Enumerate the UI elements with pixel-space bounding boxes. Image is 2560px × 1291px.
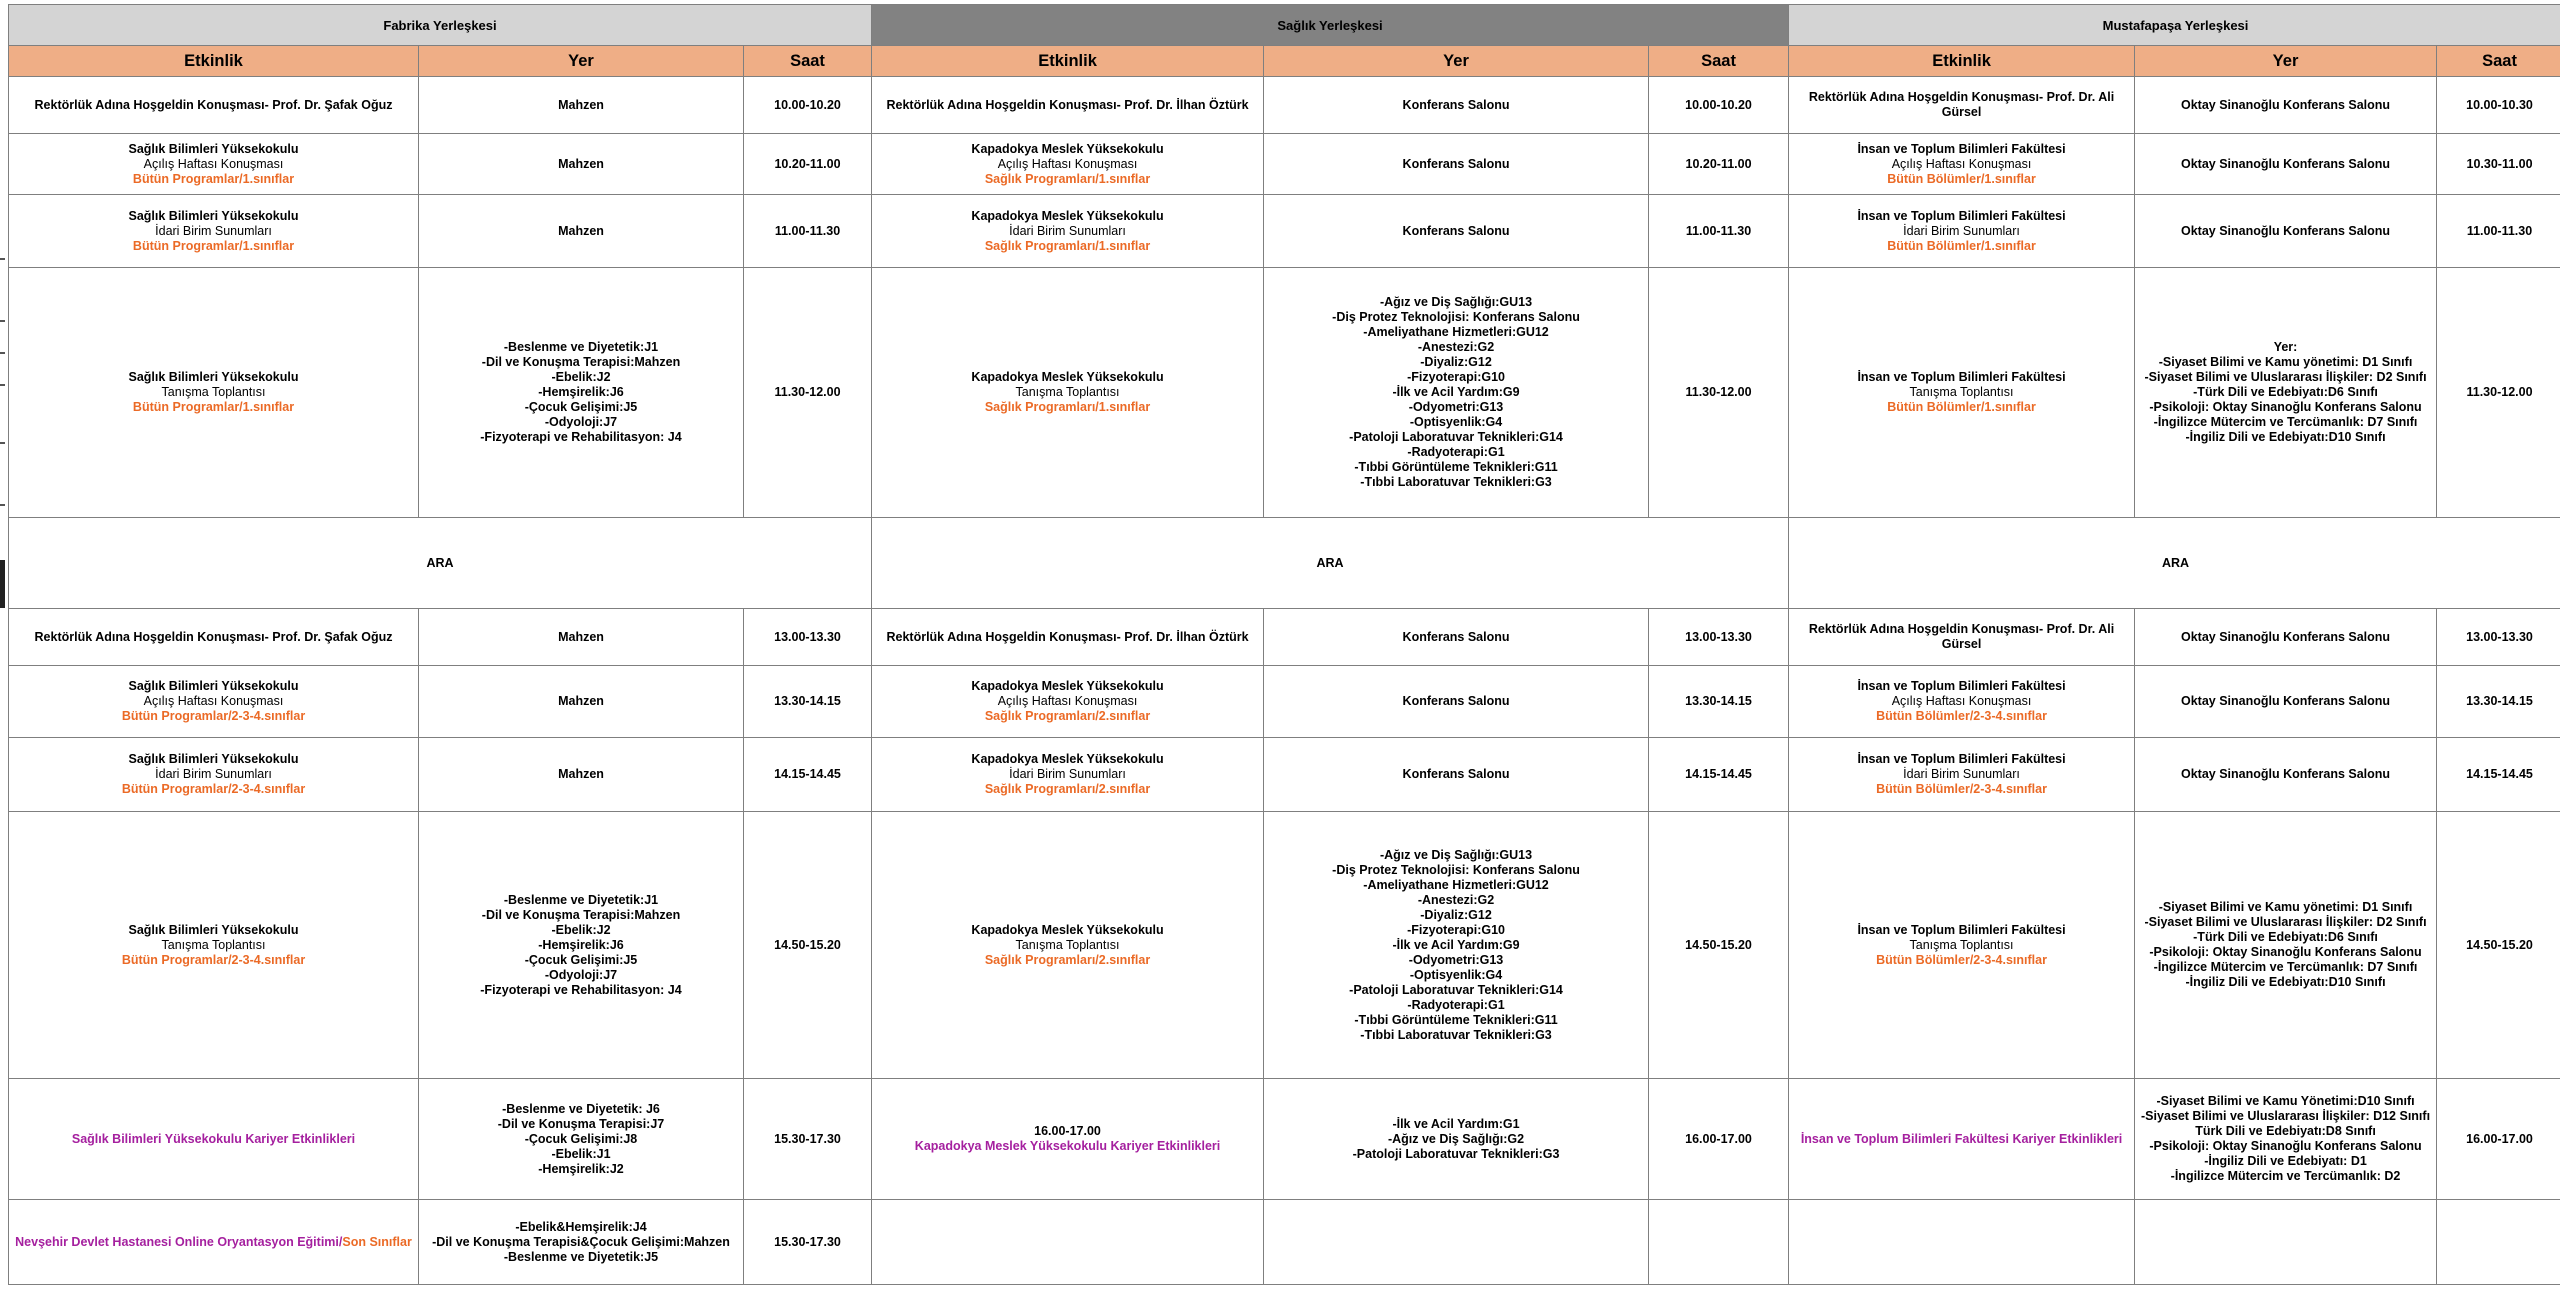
- place-list-cell: [1264, 268, 1649, 518]
- place-cell: Oktay Sinanoğlu Konferans Salonu: [2135, 134, 2437, 195]
- room-item: -Ebelik:J1: [551, 1146, 611, 1161]
- audience-label: Bütün Bölümler/1.sınıflar: [1887, 171, 2036, 186]
- empty-cell: [1649, 1200, 1789, 1285]
- audience-label: Bütün Programlar/2-3-4.sınıflar: [121, 952, 306, 967]
- unit-name: Sağlık Bilimleri Yüksekokulu: [128, 752, 299, 766]
- event-title: Tanışma Toplantısı: [161, 385, 266, 399]
- event-title: Tanışma Toplantısı: [1015, 385, 1120, 399]
- unit-name: İnsan ve Toplum Bilimleri Fakültesi: [1857, 752, 2066, 766]
- audience-label: Bütün Programlar/1.sınıflar: [132, 171, 295, 186]
- col-saat-header: Saat: [1649, 46, 1789, 77]
- event-title: Tanışma Toplantısı: [1909, 937, 2014, 952]
- place-list-cell: [2135, 812, 2437, 1079]
- room-item: -Psikoloji: Oktay Sinanoğlu Konferans Salonu: [2149, 945, 2422, 959]
- room-item: -İngilizce Mütercim ve Tercümanlık: D2: [2170, 1169, 2401, 1183]
- place-cell: Oktay Sinanoğlu Konferans Salonu: [2135, 738, 2437, 812]
- empty-cell: [1264, 1200, 1649, 1285]
- table-row: [9, 195, 2560, 268]
- event-cell: [9, 738, 419, 812]
- time-cell: 10.20-11.00: [1649, 134, 1789, 195]
- time-cell: 14.50-15.20: [2437, 812, 2560, 1079]
- unit-name: Sağlık Bilimleri Yüksekokulu: [128, 141, 299, 156]
- time-cell: 16.00-17.00: [1649, 1079, 1789, 1200]
- break-cell: ARA: [1789, 518, 2560, 609]
- unit-name: Sağlık Bilimleri Yüksekokulu: [128, 679, 299, 693]
- audience-label: Bütün Bölümler/1.sınıflar: [1887, 238, 2036, 253]
- room-item: -Fizyoterapi ve Rehabilitasyon: J4: [480, 982, 682, 997]
- room-item: -Ağız ve Diş Sağlığı:GU13: [1379, 847, 1533, 862]
- empty-cell: [2437, 1200, 2560, 1285]
- audience-label: Bütün Programlar/2-3-4.sınıflar: [121, 782, 306, 796]
- event-cell: Rektörlük Adına Hoşgeldin Konuşması- Prof. Dr. Ali Gürsel: [1789, 77, 2135, 134]
- event-cell: [9, 666, 419, 738]
- event-title: Tanışma Toplantısı: [1909, 385, 2014, 399]
- unit-name: Sağlık Bilimleri Yüksekokulu: [128, 208, 299, 223]
- audience-label: Bütün Programlar/1.sınıflar: [132, 238, 295, 253]
- event-cell: İnsan ve Toplum Bilimleri Fakültesi Kariyer Etkinlikleri: [1789, 1079, 2135, 1200]
- room-item: -Siyaset Bilimi ve Uluslararası İlişkiler: D12 Sınıfı: [2141, 1109, 2431, 1123]
- place-cell: Konferans Salonu: [1264, 666, 1649, 738]
- campus-mustafapasa-header: Mustafapaşa Yerleşkesi: [1789, 5, 2560, 46]
- time-cell: 14.50-15.20: [1649, 812, 1789, 1079]
- audience-label: Sağlık Programları/2.sınıflar: [984, 952, 1151, 967]
- room-item: -Dil ve Konuşma Terapisi&Çocuk Gelişimi:Mahzen: [432, 1234, 730, 1249]
- time-cell: 14.50-15.20: [744, 812, 872, 1079]
- table-row: [9, 609, 2560, 666]
- table-row: [9, 268, 2560, 518]
- audience-label: Sağlık Programları/2.sınıflar: [984, 709, 1151, 723]
- col-etkinlik-header: Etkinlik: [872, 46, 1264, 77]
- time-cell: 14.15-14.45: [1649, 738, 1789, 812]
- unit-name: Sağlık Bilimleri Yüksekokulu: [128, 922, 299, 937]
- audience-label: Sağlık Programları/1.sınıflar: [984, 171, 1151, 186]
- event-cell: Rektörlük Adına Hoşgeldin Konuşması- Prof. Dr. Ali Gürsel: [1789, 609, 2135, 666]
- event-cell: [872, 134, 1264, 195]
- table-row: [9, 134, 2560, 195]
- audience-label: Sağlık Programları/1.sınıflar: [984, 238, 1151, 253]
- audience-label: Son Sınıflar: [342, 1234, 412, 1249]
- room-item: -Anestezi:G2: [1417, 340, 1495, 354]
- room-item: -Ameliyathane Hizmetleri:GU12: [1363, 877, 1549, 892]
- audience-label: Bütün Bölümler/1.sınıflar: [1887, 400, 2036, 414]
- unit-name: İnsan ve Toplum Bilimleri Fakültesi: [1857, 141, 2066, 156]
- place-cell: Oktay Sinanoğlu Konferans Salonu: [2135, 666, 2437, 738]
- audience-label: Bütün Bölümler/2-3-4.sınıflar: [1876, 952, 2047, 967]
- place-list-cell: [1264, 1079, 1649, 1200]
- event-title: İdari Birim Sunumları: [155, 767, 272, 781]
- place-cell: Oktay Sinanoğlu Konferans Salonu: [2135, 77, 2437, 134]
- room-item: -Diş Protez Teknolojisi: Konferans Salonu: [1332, 310, 1580, 324]
- room-item: -Odyometri:G13: [1408, 400, 1504, 414]
- time-cell: 10.20-11.00: [744, 134, 872, 195]
- place-list-cell: [419, 1200, 744, 1285]
- event-cell: [9, 195, 419, 268]
- table-row: [9, 738, 2560, 812]
- event-cell: [9, 268, 419, 518]
- room-item: -Psikoloji: Oktay Sinanoğlu Konferans Salonu: [2149, 1139, 2422, 1153]
- unit-name: İnsan ve Toplum Bilimleri Fakültesi: [1857, 679, 2066, 693]
- event-title: İdari Birim Sunumları: [1009, 767, 1126, 781]
- event-title: Tanışma Toplantısı: [1015, 937, 1120, 952]
- event-cell: Rektörlük Adına Hoşgeldin Konuşması- Prof. Dr. İlhan Öztürk: [872, 77, 1264, 134]
- room-item: -Türk Dili ve Edebiyatı:D6 Sınıfı: [2193, 385, 2378, 399]
- time-cell: 16.00-17.00: [2437, 1079, 2560, 1200]
- unit-name: Kapadokya Meslek Yüksekokulu: [971, 752, 1164, 766]
- unit-name: İnsan ve Toplum Bilimleri Fakültesi: [1857, 922, 2066, 937]
- room-item: -İngiliz Dili ve Edebiyatı:D10 Sınıfı: [2185, 975, 2386, 989]
- event-cell: [872, 812, 1264, 1079]
- room-item: -Patoloji Laboratuvar Teknikleri:G14: [1349, 982, 1563, 997]
- room-item: -İngiliz Dili ve Edebiyatı:D10 Sınıfı: [2185, 430, 2386, 444]
- event-cell: [872, 666, 1264, 738]
- place-cell: Konferans Salonu: [1264, 738, 1649, 812]
- event-title: İdari Birim Sunumları: [155, 223, 272, 238]
- time-cell: 13.30-14.15: [2437, 666, 2560, 738]
- room-item: -Beslenme ve Diyetetik:J1: [503, 892, 659, 907]
- room-item: -İlk ve Acil Yardım:G9: [1392, 937, 1520, 952]
- unit-name: Sağlık Bilimleri Yüksekokulu: [128, 370, 299, 384]
- event-cell: Rektörlük Adına Hoşgeldin Konuşması- Prof. Dr. İlhan Öztürk: [872, 609, 1264, 666]
- room-item: -Tıbbi Görüntüleme Teknikleri:G11: [1354, 1012, 1558, 1027]
- room-item: -Radyoterapi:G1: [1407, 445, 1505, 459]
- room-item: -Fizyoterapi:G10: [1407, 370, 1505, 384]
- room-item: -Siyaset Bilimi ve Kamu yönetimi: D1 Sınıfı: [2158, 900, 2413, 914]
- audience-label: Sağlık Programları/1.sınıflar: [984, 400, 1151, 414]
- room-item: -Beslenme ve Diyetetik: J6: [502, 1101, 660, 1116]
- place-cell: Konferans Salonu: [1264, 609, 1649, 666]
- event-title: İdari Birim Sunumları: [1903, 223, 2020, 238]
- place-cell: Mahzen: [419, 77, 744, 134]
- audience-label: Bütün Bölümler/2-3-4.sınıflar: [1876, 709, 2047, 723]
- place-list-cell: [2135, 268, 2437, 518]
- room-item: -Optisyenlik:G4: [1409, 967, 1503, 982]
- room-item: -Türk Dili ve Edebiyatı:D6 Sınıfı: [2193, 930, 2378, 944]
- place-heading: Yer:: [2273, 340, 2298, 354]
- room-item: -Siyaset Bilimi ve Kamu Yönetimi:D10 Sınıfı: [2156, 1094, 2415, 1108]
- room-item: -Ebelik:J2: [551, 370, 611, 384]
- schedule-sheet: [8, 4, 2560, 1285]
- campus-header-row: [9, 5, 2560, 46]
- room-item: -Ağız ve Diş Sağlığı:G2: [1387, 1131, 1525, 1146]
- time-cell: 11.00-11.30: [744, 195, 872, 268]
- room-item: -Dil ve Konuşma Terapisi:Mahzen: [481, 355, 681, 369]
- room-item: -Hemşirelik:J2: [538, 1161, 624, 1176]
- orientation-schedule-table: [8, 4, 2560, 1285]
- audience-label: Sağlık Programları/2.sınıflar: [984, 782, 1151, 796]
- room-item: -Beslenme ve Diyetetik:J1: [503, 340, 659, 354]
- empty-cell: [2135, 1200, 2437, 1285]
- room-item: -Anestezi:G2: [1417, 892, 1495, 907]
- event-cell: [872, 268, 1264, 518]
- room-item: -Psikoloji: Oktay Sinanoğlu Konferans Salonu: [2149, 400, 2422, 414]
- time-cell: 10.00-10.20: [744, 77, 872, 134]
- table-row: [9, 666, 2560, 738]
- table-row: [9, 1079, 2560, 1200]
- place-cell: Konferans Salonu: [1264, 134, 1649, 195]
- col-yer-header: Yer: [419, 46, 744, 77]
- room-item: -Siyaset Bilimi ve Uluslararası İlişkiler: D2 Sınıfı: [2144, 915, 2427, 929]
- room-item: -Tıbbi Görüntüleme Teknikleri:G11: [1354, 460, 1558, 474]
- event-title: Açılış Haftası Konuşması: [143, 694, 284, 708]
- place-cell: Oktay Sinanoğlu Konferans Salonu: [2135, 195, 2437, 268]
- room-item: -Odyoloji:J7: [544, 967, 618, 982]
- event-cell: Rektörlük Adına Hoşgeldin Konuşması- Prof. Dr. Şafak Oğuz: [9, 77, 419, 134]
- room-item: -Ağız ve Diş Sağlığı:GU13: [1379, 295, 1533, 309]
- time-cell: 11.30-12.00: [1649, 268, 1789, 518]
- col-yer-header: Yer: [2135, 46, 2437, 77]
- audience-label: Bütün Programlar/1.sınıflar: [132, 400, 295, 414]
- campus-saglik-header: Sağlık Yerleşkesi: [872, 5, 1789, 46]
- event-cell: [872, 738, 1264, 812]
- event-title: Kapadokya Meslek Yüksekokulu Kariyer Etkinlikleri: [914, 1139, 1221, 1153]
- room-item: -Çocuk Gelişimi:J5: [524, 952, 638, 967]
- event-cell: [1789, 738, 2135, 812]
- unit-name: Kapadokya Meslek Yüksekokulu: [971, 141, 1164, 156]
- place-list-cell: [419, 812, 744, 1079]
- event-title: İdari Birim Sunumları: [1903, 767, 2020, 781]
- room-item: -Ebelik&Hemşirelik:J4: [515, 1219, 647, 1234]
- break-row: [9, 518, 2560, 609]
- time-cell: 10.30-11.00: [2437, 134, 2560, 195]
- event-cell: [1789, 134, 2135, 195]
- room-item: -Tıbbi Laboratuvar Teknikleri:G3: [1360, 1027, 1552, 1042]
- event-title: Nevşehir Devlet Hastanesi Online Oryantasyon Eğitimi: [15, 1234, 339, 1249]
- place-list-cell: [419, 268, 744, 518]
- place-cell: Oktay Sinanoğlu Konferans Salonu: [2135, 609, 2437, 666]
- time-cell: 13.00-13.30: [1649, 609, 1789, 666]
- event-time-inline: 16.00-17.00: [1034, 1124, 1101, 1138]
- event-cell: [872, 195, 1264, 268]
- place-list-cell: [1264, 812, 1649, 1079]
- col-etkinlik-header: Etkinlik: [1789, 46, 2135, 77]
- time-cell: 13.00-13.30: [2437, 609, 2560, 666]
- event-title: Tanışma Toplantısı: [161, 937, 266, 952]
- event-cell: [1789, 268, 2135, 518]
- place-list-cell: [2135, 1079, 2437, 1200]
- column-header-row: [9, 46, 2560, 77]
- room-item: -Patoloji Laboratuvar Teknikleri:G3: [1352, 1146, 1560, 1161]
- time-cell: 14.15-14.45: [2437, 738, 2560, 812]
- unit-name: İnsan ve Toplum Bilimleri Fakültesi: [1857, 208, 2066, 223]
- audience-label: Bütün Bölümler/2-3-4.sınıflar: [1876, 782, 2047, 796]
- unit-name: Kapadokya Meslek Yüksekokulu: [971, 679, 1164, 693]
- event-title: Açılış Haftası Konuşması: [1891, 156, 2032, 171]
- unit-name: Kapadokya Meslek Yüksekokulu: [971, 922, 1164, 937]
- event-cell: [1789, 195, 2135, 268]
- room-item: -Çocuk Gelişimi:J8: [524, 1131, 638, 1146]
- event-cell: [9, 1200, 419, 1285]
- room-item: -Odyoloji:J7: [544, 415, 618, 429]
- room-item: -Radyoterapi:G1: [1407, 997, 1505, 1012]
- left-edge-bar: [0, 560, 5, 608]
- room-item: -Dil ve Konuşma Terapisi:Mahzen: [481, 907, 681, 922]
- room-item: -İngilizce Mütercim ve Tercümanlık: D7 Sınıfı: [2153, 960, 2418, 974]
- room-item: -İlk ve Acil Yardım:G1: [1392, 1116, 1520, 1131]
- time-cell: 11.00-11.30: [2437, 195, 2560, 268]
- empty-cell: [872, 1200, 1264, 1285]
- room-item: -Diyaliz:G12: [1420, 355, 1492, 369]
- time-cell: 10.00-10.30: [2437, 77, 2560, 134]
- col-etkinlik-header: Etkinlik: [9, 46, 419, 77]
- event-title: Açılış Haftası Konuşması: [997, 156, 1138, 171]
- empty-cell: [1789, 1200, 2135, 1285]
- room-item: -İngiliz Dili ve Edebiyatı: D1: [2204, 1154, 2367, 1168]
- campus-fabrika-header: Fabrika Yerleşkesi: [9, 5, 872, 46]
- break-cell: ARA: [872, 518, 1789, 609]
- room-item: -Ameliyathane Hizmetleri:GU12: [1363, 325, 1549, 339]
- event-cell: Sağlık Bilimleri Yüksekokulu Kariyer Etkinlikleri: [9, 1079, 419, 1200]
- place-list-cell: [419, 1079, 744, 1200]
- col-yer-header: Yer: [1264, 46, 1649, 77]
- table-row: [9, 77, 2560, 134]
- unit-name: Kapadokya Meslek Yüksekokulu: [971, 370, 1164, 384]
- col-saat-header: Saat: [2437, 46, 2560, 77]
- room-item: -Çocuk Gelişimi:J5: [524, 400, 638, 414]
- unit-name: Kapadokya Meslek Yüksekokulu: [971, 208, 1164, 223]
- event-cell: [9, 134, 419, 195]
- room-item: -İlk ve Acil Yardım:G9: [1392, 385, 1520, 399]
- room-item: -Siyaset Bilimi ve Uluslararası İlişkiler: D2 Sınıfı: [2144, 370, 2427, 384]
- event-title: İdari Birim Sunumları: [1009, 223, 1126, 238]
- place-cell: Mahzen: [419, 609, 744, 666]
- time-cell: 15.30-17.30: [744, 1200, 872, 1285]
- room-item: -Patoloji Laboratuvar Teknikleri:G14: [1349, 430, 1563, 444]
- time-cell: 13.00-13.30: [744, 609, 872, 666]
- time-cell: 11.30-12.00: [744, 268, 872, 518]
- break-cell: ARA: [9, 518, 872, 609]
- event-cell: Rektörlük Adına Hoşgeldin Konuşması- Prof. Dr. Şafak Oğuz: [9, 609, 419, 666]
- event-cell: [872, 1079, 1264, 1200]
- time-cell: 15.30-17.30: [744, 1079, 872, 1200]
- event-cell: [1789, 666, 2135, 738]
- audience-label: Bütün Programlar/2-3-4.sınıflar: [121, 709, 306, 723]
- room-item: -Hemşirelik:J6: [538, 937, 624, 952]
- time-cell: 13.30-14.15: [1649, 666, 1789, 738]
- place-cell: Konferans Salonu: [1264, 195, 1649, 268]
- room-item: -Fizyoterapi:G10: [1407, 922, 1505, 937]
- room-item: -Fizyoterapi ve Rehabilitasyon: J4: [480, 430, 682, 444]
- place-cell: Mahzen: [419, 195, 744, 268]
- event-title: Açılış Haftası Konuşması: [1891, 694, 2032, 708]
- place-cell: Mahzen: [419, 666, 744, 738]
- room-item: -Siyaset Bilimi ve Kamu yönetimi: D1 Sınıfı: [2158, 355, 2413, 369]
- place-cell: Konferans Salonu: [1264, 77, 1649, 134]
- event-cell: [9, 812, 419, 1079]
- room-item: Türk Dili ve Edebiyatı:D8 Sınıfı: [2195, 1124, 2376, 1138]
- table-row: [9, 1200, 2560, 1285]
- time-cell: 11.00-11.30: [1649, 195, 1789, 268]
- room-item: -Ebelik:J2: [551, 922, 611, 937]
- time-cell: 11.30-12.00: [2437, 268, 2560, 518]
- separator: /: [338, 1234, 343, 1249]
- event-title: Açılış Haftası Konuşması: [997, 694, 1138, 708]
- room-item: -İngilizce Mütercim ve Tercümanlık: D7 Sınıfı: [2153, 415, 2418, 429]
- unit-name: İnsan ve Toplum Bilimleri Fakültesi: [1857, 370, 2066, 384]
- room-item: -Diş Protez Teknolojisi: Konferans Salonu: [1332, 862, 1580, 877]
- place-cell: Mahzen: [419, 738, 744, 812]
- table-row: [9, 812, 2560, 1079]
- room-item: -Odyometri:G13: [1408, 952, 1504, 967]
- room-item: -Hemşirelik:J6: [538, 385, 624, 399]
- event-title: Açılış Haftası Konuşması: [143, 156, 284, 171]
- place-cell: Mahzen: [419, 134, 744, 195]
- room-item: -Tıbbi Laboratuvar Teknikleri:G3: [1360, 475, 1552, 489]
- col-saat-header: Saat: [744, 46, 872, 77]
- time-cell: 13.30-14.15: [744, 666, 872, 738]
- room-item: -Beslenme ve Diyetetik:J5: [503, 1249, 659, 1264]
- time-cell: 10.00-10.20: [1649, 77, 1789, 134]
- event-cell: [1789, 812, 2135, 1079]
- room-item: -Optisyenlik:G4: [1409, 415, 1503, 429]
- room-item: -Dil ve Konuşma Terapisi:J7: [497, 1116, 665, 1131]
- room-item: -Diyaliz:G12: [1420, 907, 1492, 922]
- time-cell: 14.15-14.45: [744, 738, 872, 812]
